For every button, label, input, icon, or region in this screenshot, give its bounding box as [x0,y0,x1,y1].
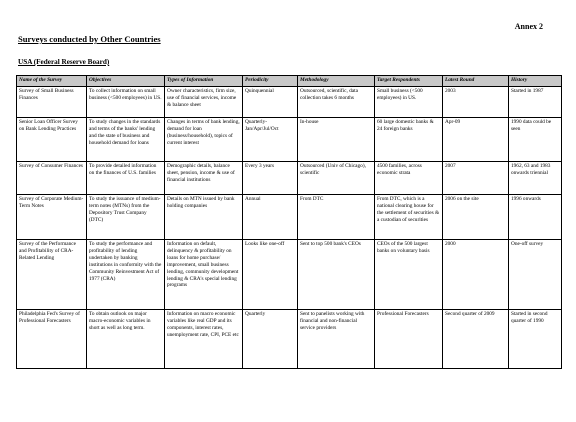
table-row [17,310,562,369]
table-cell: Started in 1987 [509,87,562,118]
table-cell: 4500 families, across economic strata [375,162,443,195]
table-cell: Professional Forecasters [375,310,443,369]
annex-label: Annex 2 [514,22,543,31]
table-cell: Outsourced, scientific, data collection takes 6 months [298,87,375,118]
table-cell: To collect information on small business (<500 employees) in US. [87,87,165,118]
table-row [17,118,562,162]
table-cell: To obtain outlook on major macro-economic variables in short as well as long term. [87,310,165,369]
table-header-row [17,76,562,87]
surveys-table [16,75,562,369]
table-cell: To provide detailed information on the finances of U.S. families [87,162,165,195]
table-cell: Changes in terms of bank lending, demand for loan (business/household), topics of current interest [165,118,243,162]
table-cell: Quarterly-Jan/Apr/Jul/Oct [243,118,298,162]
table-cell: 60 large domestic banks & 24 foreign banks [375,118,443,162]
table-cell: Senior Loan Officer Survey on Bank Lending Practices [17,118,87,162]
table-cell: Sent to panelists working with financial and non-financial service providers [298,310,375,369]
table-cell: Demographic details, balance sheet, pension, income & use of financial institutions [165,162,243,195]
column-header: Periodicity [243,76,298,87]
table-cell: From DTC, which is a national clearing house for the settlement of securities & a custodian of securities [375,195,443,240]
table-cell: Looks like one-off [243,240,298,310]
table-cell: From DTC [298,195,375,240]
table-cell: Quinquennial [243,87,298,118]
table-row [17,87,562,118]
table-cell: Owner characteristics, firm size, use of financial services, income & balance sheet [165,87,243,118]
section-subtitle: USA (Federal Reserve Board) [18,58,110,66]
column-header: Methodology [298,76,375,87]
table-cell: Survey of Corporate Medium-Term Notes [17,195,87,240]
table-cell: Information on default, delinquency & profitability on loans for home purchase/ improvement, small business lending, community development lending & CRA's special lending programs [165,240,243,310]
table-cell: Survey of Consumer Finances [17,162,87,195]
table-cell: 1996 onwards [509,195,562,240]
table-cell: Survey of the Performance and Profitability of CRA-Related Lending [17,240,87,310]
table-row [17,162,562,195]
table-cell: Started in second quarter of 1990 [509,310,562,369]
table-cell: 1990 data could be seen [509,118,562,162]
table-cell: Details on MTN issued by bank holding companies [165,195,243,240]
column-header: History [509,76,562,87]
column-header: Name of the Survey [17,76,87,87]
table-cell: Outsourced (Univ of Chicago), scientific [298,162,375,195]
table-cell: Small business (<500 employees) in US. [375,87,443,118]
table-cell: Second quarter of 2009 [443,310,509,369]
table-cell: 2007 [443,162,509,195]
table-cell: Annual [243,195,298,240]
table-cell: 2003 [443,87,509,118]
table-cell: Every 3 years [243,162,298,195]
table-cell: In-house [298,118,375,162]
table-cell: One-off survey [509,240,562,310]
column-header: Types of Information [165,76,243,87]
table-cell: 2000 [443,240,509,310]
table-cell: Information on macro economic variables like real GDP and its components, interest rates, unemployment rate, CPI, PCE etc [165,310,243,369]
column-header: Target Respondents [375,76,443,87]
table-row [17,195,562,240]
column-header: Latest Round [443,76,509,87]
table-cell: Apr-09 [443,118,509,162]
table-cell: To study changes in the standards and terms of the banks' lending and the state of business and household demand for loans [87,118,165,162]
table-cell: To study the issuance of medium-term notes (MTNs) from the Depository Trust Company (DTC) [87,195,165,240]
table-cell: Survey of Small Business Finances [17,87,87,118]
table-cell: Quarterly [243,310,298,369]
table-row [17,240,562,310]
table-cell: Philadelphia Fed's Survey of Professional Forecasters [17,310,87,369]
table-cell: CEOs of the 500 largest banks on voluntary basis [375,240,443,310]
table-cell: 1962, 63 and 1983 onwards triennial [509,162,562,195]
table-cell: Sent to top 500 bank's CEOs [298,240,375,310]
column-header: Objectives [87,76,165,87]
table-cell: To study the performance and profitability of lending undertaken by banking institutions in conformity with the Community Reinvestment Act of 1977 (CRA) [87,240,165,310]
table-cell: 2006 on the site [443,195,509,240]
document-title: Surveys conducted by Other Countries [18,34,161,44]
